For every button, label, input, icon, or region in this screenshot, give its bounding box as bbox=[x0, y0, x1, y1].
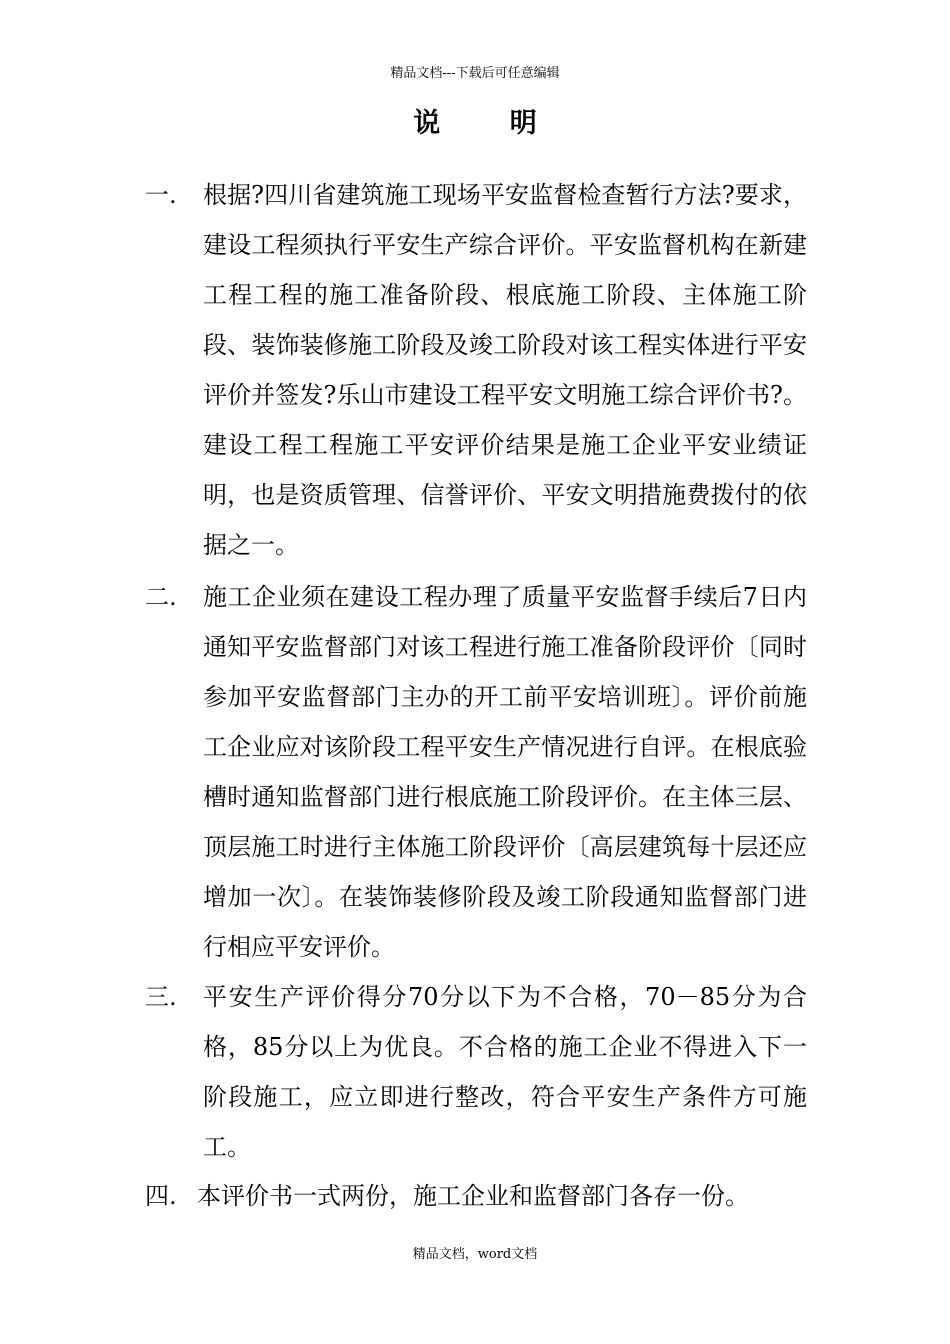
clause-text: 本评价书一式两份，施工企业和监督部门各存一份。 bbox=[197, 1182, 749, 1210]
clause-text: 根据?四川省建筑施工现场平安监督检查暂行方法?要求，建设工程须执行平安生产综合评价。平安监督机构在新建工程工程的施工准备阶段、根底施工阶段、主体施工阶段、装饰装修施工阶段及竣工阶段对该工程实体进行平安评价并签发?乐山市建设工程平安文明施工综合评价书?。建设工程工程施工平安评价结果是施工企业平安业绩证明，也是资质管理、信誉评价、平安文明措施费拨付的依据之一。 bbox=[203, 181, 807, 559]
clause-number: 三. bbox=[145, 983, 177, 1011]
footer-note: 精品文档，word文档 bbox=[412, 1247, 538, 1262]
clause-text: 平安生产评价得分70分以下为不合格，70－85分为合格，85分以上为优良。不合格的施工企业不得进入下一阶段施工，应立即进行整改，符合平安生产条件方可施工。 bbox=[203, 983, 807, 1161]
clause-text: 施工企业须在建设工程办理了质量平安监督手续后7日内通知平安监督部门对该工程进行施工准备阶段评价〔同时参加平安监督部门主办的开工前平安培训班〕。评价前施工企业应对该阶段工程平安生产情况进行自评。在根底验槽时通知监督部门进行根底施工阶段评价。在主体三层、顶层施工时进行主体施工阶段评价〔高层建筑每十层还应增加一次〕。在装饰装修阶段及竣工阶段通知监督部门进行相应平安评价。 bbox=[203, 583, 807, 961]
page-title: 说 明 bbox=[413, 108, 567, 139]
clause-number: 二. bbox=[145, 583, 177, 611]
header-note: 精品文档---下载后可任意编辑 bbox=[390, 66, 560, 81]
clause-number: 一. bbox=[145, 181, 177, 209]
clause-number: 四. bbox=[145, 1182, 177, 1210]
